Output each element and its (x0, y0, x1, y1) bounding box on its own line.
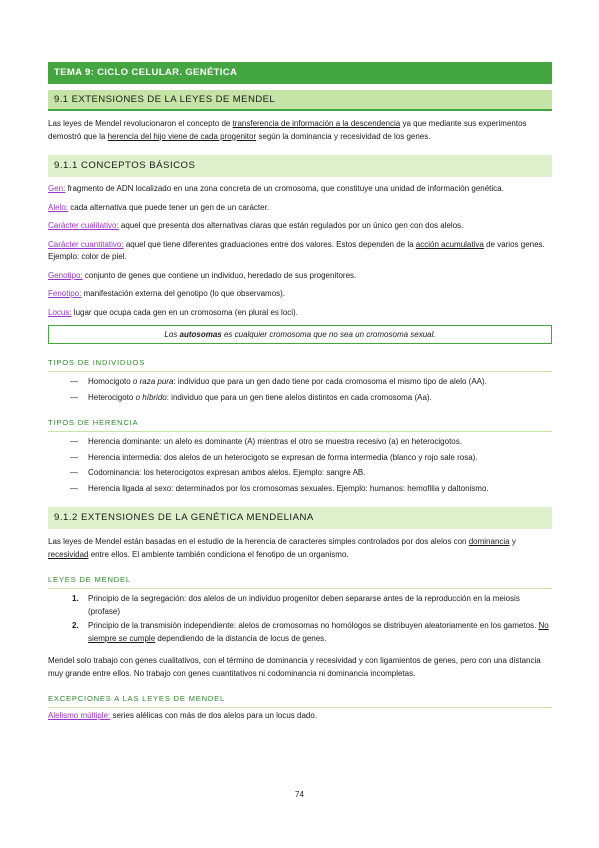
item-italic: o raza pura (132, 377, 174, 386)
ext-underline-1: dominancia (468, 537, 510, 546)
intro-underline-1: transferencia de información a la descendencia (232, 119, 401, 128)
definition-text: series alélicas con más de dos alelos para un locus dado. (110, 711, 318, 720)
list-leyes-mendel (48, 593, 552, 645)
definition-text: cada alternativa que puede tener un gen de un carácter. (68, 202, 270, 212)
chapter-title: TEMA 9: CICLO CELULAR. GENÉTICA (48, 62, 552, 84)
list-item (48, 620, 552, 645)
ext-underline-2: recesividad (48, 549, 89, 559)
item-number: 1. (72, 594, 79, 603)
callout-bold: autosomas (179, 330, 222, 339)
item-text-2: dependiendo de la distancia de locus de genes. (155, 633, 327, 643)
term-fenotipo: Fenotipo: (48, 289, 82, 298)
list-item (48, 483, 552, 496)
mendel-note-paragraph: Mendel solo trabajo con genes cualitativos, con el término de dominancia y recesividad y con ligamientos de genes, pero con una distancia muy grande entre ellos. No trabajo con genes cuantitativos ni codominancia ni dominancia incompletas. (48, 656, 541, 678)
item-text: Herencia intermedia: dos alelos de un heterocigoto se expresan de forma intermedia (blanco y rojo sale rosa). (88, 452, 478, 462)
dash-bullet: — (70, 392, 78, 402)
subsection-heading-conceptos: 9.1.1 CONCEPTOS BÁSICOS (48, 155, 552, 177)
definition-gen (48, 183, 552, 196)
intro-underline-2: herencia del hijo viene de cada progenitor (107, 131, 257, 141)
subsection-heading-extensiones: 9.1.2 EXTENSIONES DE LA GENÉTICA MENDELIANA (48, 507, 552, 529)
definition-alelismo-multiple (48, 710, 552, 723)
list-item (48, 452, 552, 465)
definition-underline: acción acumulativa (415, 239, 484, 249)
definition-text: aquel que presenta dos alternativas claras que están regulados por un único gen con dos alelos. (118, 221, 464, 230)
callout-text-post: es cualquier cromosoma que no sea un cromosoma sexual. (221, 330, 436, 339)
item-text: Herencia ligada al sexo: determinados por los cromosomas sexuales. Ejemplo: humanos: hemofilia y daltonismo. (88, 483, 489, 493)
definition-locus (48, 307, 552, 320)
item-text: Herencia dominante: un alelo es dominante (A) mientras el otro se muestra recesivo (a) en heterocigotos. (88, 437, 462, 446)
term-alelismo-multiple: Alelismo múltiple: (48, 711, 111, 720)
intro-paragraph (48, 118, 552, 143)
term-gen: Gen: (48, 184, 66, 193)
dash-bullet: — (70, 377, 78, 386)
list-item (48, 593, 552, 618)
dash-bullet: — (70, 468, 78, 477)
heading-leyes-mendel: LEYES DE MENDEL (48, 575, 552, 589)
term-alelo: Alelo: (48, 202, 69, 212)
callout-text-pre: Los (164, 330, 180, 339)
list-item (48, 436, 552, 449)
term-caracter-cuantitativo: Carácter cuantitativo: (48, 239, 124, 249)
list-item (48, 376, 552, 389)
item-text: Codominancia: los heterocigotos expresan ambos alelos. Ejemplo: sangre AB. (88, 468, 366, 477)
item-text: Homocigoto (88, 377, 133, 386)
heading-excepciones: EXCEPCIONES A LAS LEYES DE MENDEL (48, 694, 552, 708)
item-underline: No siempre se cumple (88, 621, 549, 643)
ext-text-1: Las leyes de Mendel están basadas en el estudio de la herencia de caracteres simples controlados por dos alelos con (48, 537, 469, 546)
definition-text: manifestación externa del genotipo (lo que observamos). (81, 289, 286, 298)
list-item (48, 467, 552, 480)
intro-text-3: según la dominancia y recesividad de los genes. (256, 131, 431, 141)
term-caracter-cualitativo: Carácter cualitativo: (48, 221, 119, 230)
ext-text-3: entre ellos. El ambiente también condiciona el fenotipo de un organismo. (88, 549, 349, 559)
definition-caracter-cuantitativo (48, 239, 552, 264)
item-text: Heterocigoto (88, 392, 136, 402)
item-text-2: : individuo que para un gen dado tiene por cada cromosoma el mismo tipo de alelo (AA). (173, 377, 487, 386)
section-heading: 9.1 EXTENSIONES DE LA LEYES DE MENDEL (48, 90, 552, 111)
intro-text-1: Las leyes de Mendel revolucionaron el concepto de (48, 119, 233, 128)
ext-text-2: y (509, 537, 516, 546)
page-content (48, 62, 552, 723)
definition-text-2: de varios genes. Ejemplo: color de piel. (48, 239, 545, 261)
item-text: Principio de la transmisión independiente: alelos de cromosomas no homólogos se distribuyen aleatoriamente en los gametos. (88, 621, 539, 630)
item-text: Principio de la segregación: dos alelos de un individuo progenitor deben separarse antes de la reproducción en la meiosis (profase) (88, 594, 520, 616)
extensiones-paragraph (48, 536, 552, 561)
dash-bullet: — (70, 452, 78, 462)
item-number: 2. (72, 621, 79, 630)
dash-bullet: — (70, 437, 78, 446)
dash-bullet: — (70, 483, 78, 493)
term-locus: Locus: (48, 307, 72, 317)
list-tipos-herencia (48, 436, 552, 495)
definition-fenotipo (48, 288, 552, 301)
list-item (48, 392, 552, 405)
autosomas-callout (48, 325, 552, 344)
item-text-2: : individuo que para un gen tiene alelos distintos en cada cromosoma (Aa). (166, 392, 432, 402)
page-number: 74 (295, 790, 304, 799)
list-tipos-individuos (48, 376, 552, 404)
definition-text: aquel que tiene diferentes graduaciones entre dos valores. Estos dependen de la (123, 239, 416, 249)
definition-text: fragmento de ADN localizado en una zona concreta de un cromosoma, que constituye una unidad de información genética. (65, 184, 504, 193)
definition-genotipo (48, 270, 552, 283)
item-italic: o híbrido (135, 392, 167, 402)
intro-text-2: ya que mediante sus experimentos demostró que la (48, 119, 527, 141)
definition-alelo (48, 202, 552, 215)
definition-text: conjunto de genes que contiene un individuo, heredado de sus progenitores. (82, 270, 357, 280)
definition-text: lugar que ocupa cada gen en un cromosoma (en plural es loci). (71, 307, 298, 317)
heading-tipos-individuos: TIPOS DE INDIVIDUOS (48, 358, 552, 372)
definition-caracter-cualitativo (48, 220, 552, 233)
term-genotipo: Genotipo: (48, 270, 83, 280)
heading-tipos-herencia: TIPOS DE HERENCIA (48, 418, 552, 432)
